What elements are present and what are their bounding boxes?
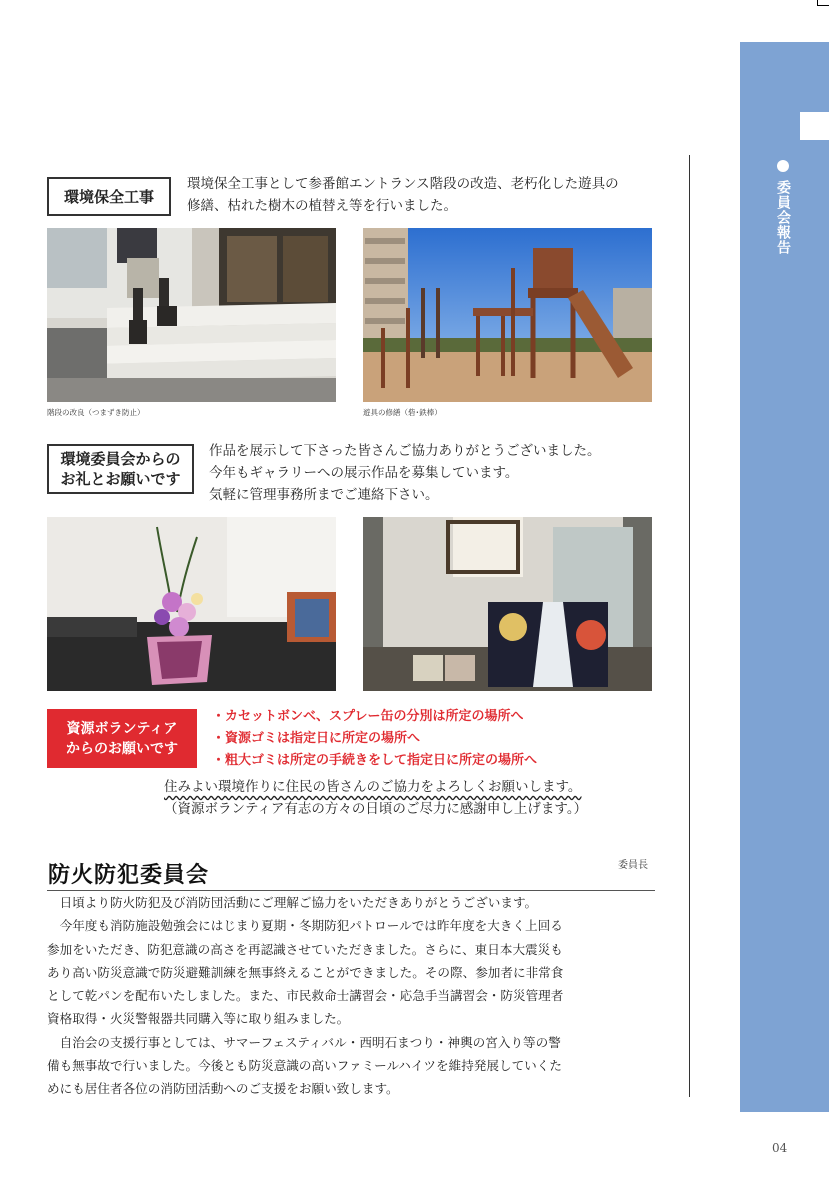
environment-works-line: 環境保全工事として参番館エントランス階段の改造、老朽化した遊具の — [187, 176, 619, 192]
resource-list-item: ・粗大ゴミは所定の手続きをして指定日に所定の場所へ — [212, 753, 538, 768]
committee-line: 作品を展示して下さった皆さんご協力ありがとうございました。 — [209, 443, 601, 459]
environment-works-heading — [47, 177, 171, 216]
environment-works-text — [187, 173, 677, 217]
bullet-dot-icon — [777, 160, 789, 172]
side-tab-top — [740, 42, 829, 112]
crop-mark — [817, 0, 829, 6]
fire-crime-line: めにも居住者各位の消防団活動へのご支援をお願い致します。 — [47, 1081, 399, 1097]
fire-crime-line: 備も無事故で行いました。今後とも防災意識の高いファミールハイツを維持発展していくた — [47, 1058, 562, 1074]
photo-stairs — [47, 228, 336, 402]
fire-crime-line: として乾パンを配布いたしました。また、市民救命士講習会・応急手当講習会・防災管理者 — [47, 988, 564, 1004]
page-number: 04 — [772, 1141, 788, 1155]
photo-flower-image — [47, 517, 336, 691]
fire-crime-line: 資格取得・火災警報器共同購入等に取り組みました。 — [47, 1011, 350, 1027]
resource-notice-text: 住みよい環境作りに住民の皆さんのご協力をよろしくお願いします。 — [164, 779, 582, 795]
side-tab-notch — [740, 112, 800, 140]
fire-crime-title: 防火防犯委員会 — [48, 862, 210, 888]
photo-playground-caption: 遊具の修繕（砦･鉄棒） — [363, 408, 442, 417]
environment-works-heading-text: 環境保全工事 — [63, 187, 154, 206]
photo-playground — [363, 228, 652, 402]
side-tab-label — [765, 160, 791, 255]
fire-crime-line: 参加をいただき、防犯意識の高さを再認識させていただきました。さらに、東日本大震災も — [47, 941, 563, 957]
photo-gallery — [363, 517, 652, 691]
side-tab — [740, 140, 829, 1112]
fire-crime-body — [47, 891, 687, 1101]
committee-heading-line: 環境委員会からの — [60, 450, 181, 468]
committee-text — [209, 440, 679, 506]
vertical-divider — [689, 155, 690, 1097]
committee-line: 今年もギャラリーへの展示作品を募集しています。 — [209, 465, 519, 481]
resource-volunteer-heading — [47, 709, 197, 768]
resource-thanks-text: （資源ボランティア有志の方々の日頃のご尽力に感謝申し上げます。） — [164, 801, 588, 817]
resource-heading-line: 資源ボランティア — [66, 720, 178, 737]
resource-heading-line: からのお願いです — [66, 740, 178, 757]
photo-gallery-image — [363, 517, 652, 691]
photo-stairs-image — [47, 228, 336, 402]
environment-works-line: 修繕、枯れた樹木の植替え等を行いました。 — [187, 198, 457, 214]
photo-playground-image — [363, 228, 652, 402]
resource-notice — [164, 776, 664, 820]
photo-stairs-caption: 階段の改良（つまずき防止） — [47, 408, 145, 417]
committee-heading-line: お礼とお願いです — [60, 470, 181, 488]
resource-list-item: ・カセットボンベ、スプレー缶の分別は所定の場所へ — [212, 709, 524, 724]
side-tab-text: 委員会報告 — [775, 180, 791, 255]
committee-heading — [47, 444, 194, 494]
fire-crime-role: 委員長 — [618, 860, 648, 871]
resource-list-item: ・資源ゴミは指定日に所定の場所へ — [212, 731, 421, 746]
fire-crime-line: あり高い防災意識で防災避難訓練を無事終えることができました。その際、参加者に非常食 — [47, 964, 564, 980]
resource-volunteer-list — [212, 706, 682, 772]
fire-crime-line: 今年度も消防施設勉強会にはじまり夏期・冬期防犯パトロールでは昨年度を大きく上回る — [59, 918, 563, 934]
photo-flower-arrangement — [47, 517, 336, 691]
fire-crime-line: 日頃より防火防犯及び消防団活動にご理解ご協力をいただきありがとうございます。 — [59, 895, 538, 910]
committee-line: 気軽に管理事務所までご連絡下さい。 — [209, 487, 439, 503]
fire-crime-line: 自治会の支援行事としては、サマーフェスティバル・西明石まつり・神輿の宮入り等の警 — [59, 1034, 561, 1050]
